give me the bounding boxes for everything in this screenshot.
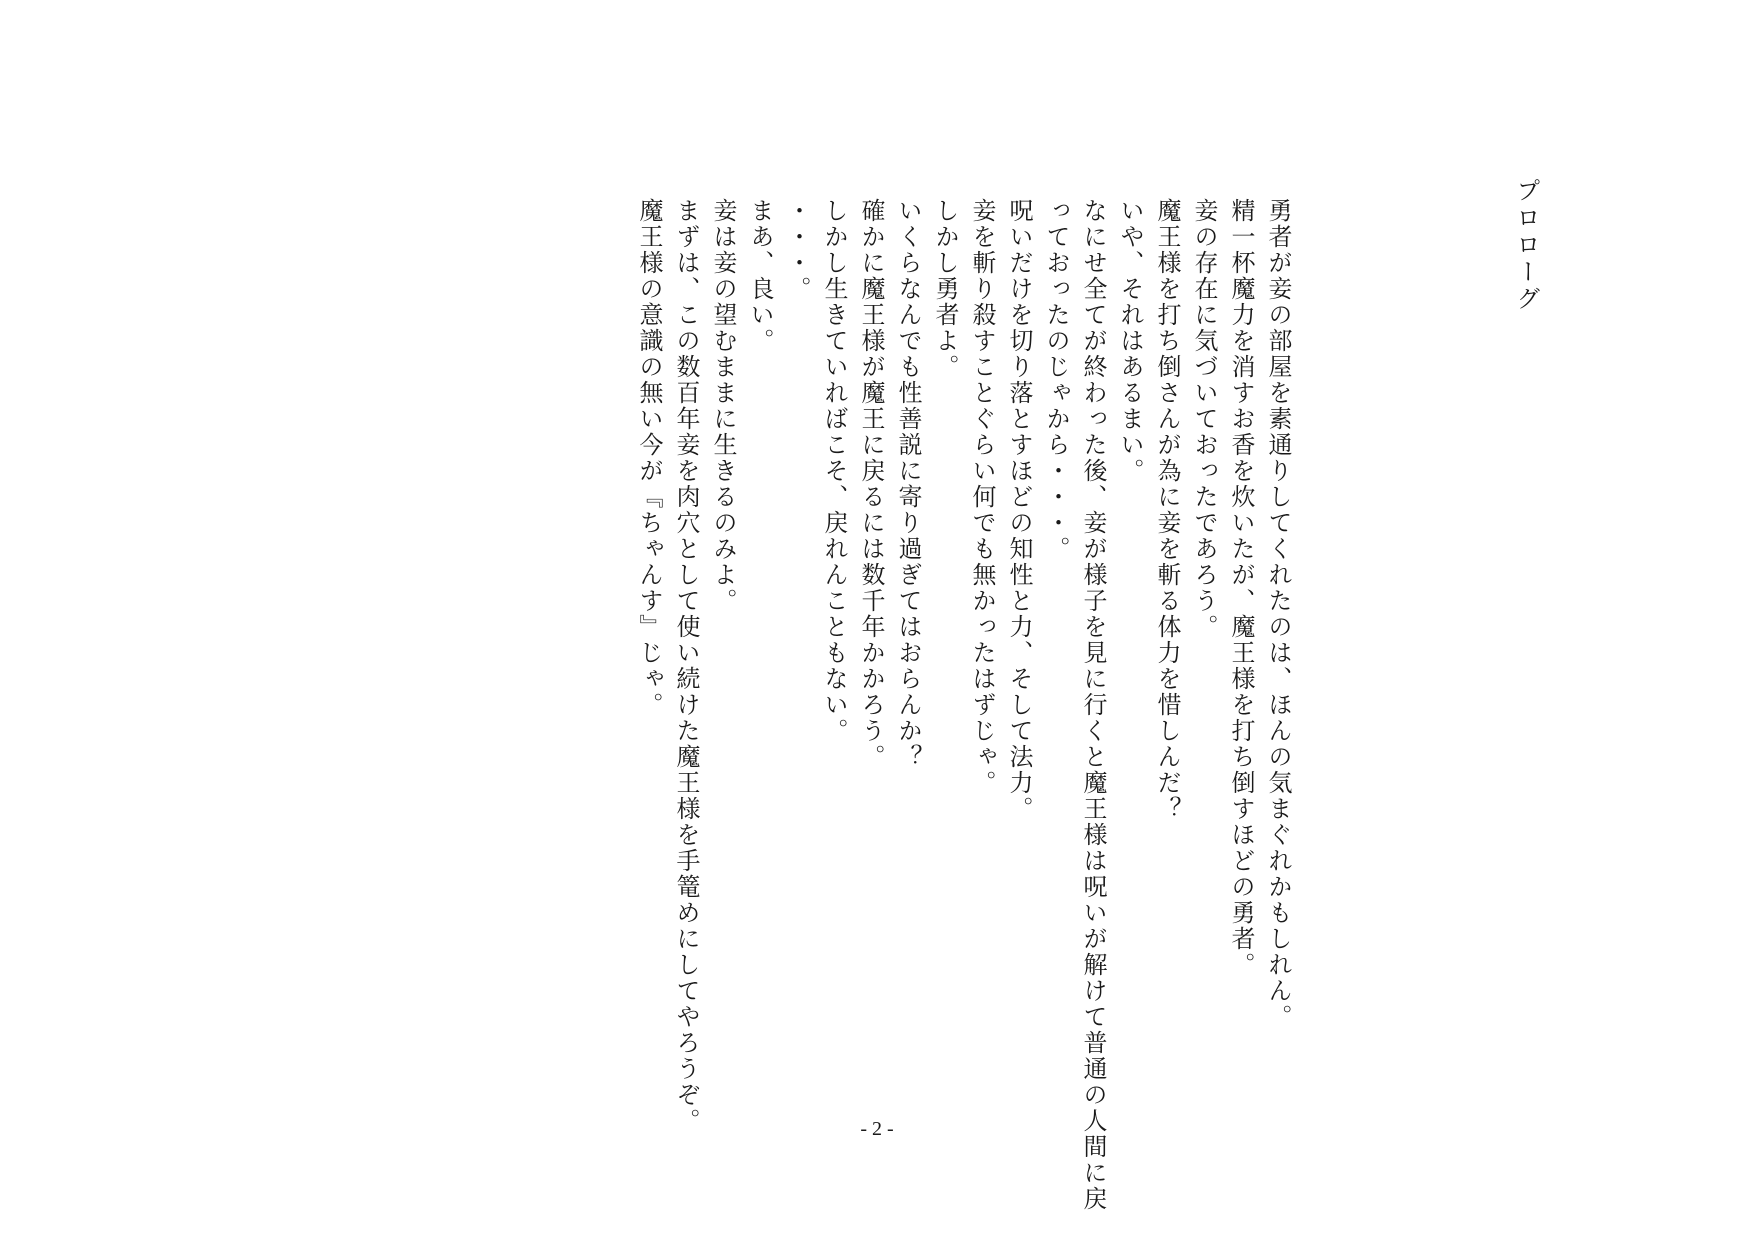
text-line: 妾を斬り殺すことぐらい何でも無かったはずじゃ。 — [968, 198, 996, 796]
text-line: しかし生きていればこそ、戻れんこともない。 — [820, 198, 848, 744]
text-line: 精一杯魔力を消すお香を炊いたが、魔王様を打ち倒すほどの勇者。 — [1227, 198, 1255, 978]
text-line: まずは、この数百年妾を肉穴として使い続けた魔王様を手篭めにしてやろうぞ。 — [672, 198, 700, 1134]
text-line: 呪いだけを切り落とすほどの知性と力、そして法力。 — [1005, 198, 1033, 822]
text-line: 確かに魔王様が魔王に戻るには数千年かかろう。 — [857, 198, 885, 770]
body-text — [630, 198, 1296, 1212]
text-line: っておったのじゃから・・・。 — [1042, 198, 1070, 562]
text-line: 魔王様の意識の無い今が『ちゃんす』じゃ。 — [635, 198, 663, 718]
text-line: 勇者が妾の部屋を素通りしてくれたのは、ほんの気まぐれかもしれん。 — [1264, 198, 1292, 1030]
text-line: しかし勇者よ。 — [931, 198, 959, 380]
text-line: 妾は妾の望むままに生きるのみよ。 — [709, 198, 737, 614]
text-line: ・・・。 — [783, 198, 811, 302]
page-number: - 2 - — [860, 1118, 894, 1140]
text-line: なにせ全てが終わった後、妾が様子を見に行くと魔王様は呪いが解けて普通の人間に戻 — [1079, 198, 1107, 1212]
text-line: まあ、良い。 — [746, 198, 774, 354]
chapter-title: プロローグ — [1512, 178, 1540, 313]
text-line: 妾の存在に気づいておったであろう。 — [1190, 198, 1218, 640]
text-line: 魔王様を打ち倒さんが為に妾を斬る体力を惜しんだ？ — [1153, 198, 1181, 822]
text-line: いくらなんでも性善説に寄り過ぎてはおらんか？ — [894, 198, 922, 770]
text-line: いや、それはあるまい。 — [1116, 198, 1144, 484]
